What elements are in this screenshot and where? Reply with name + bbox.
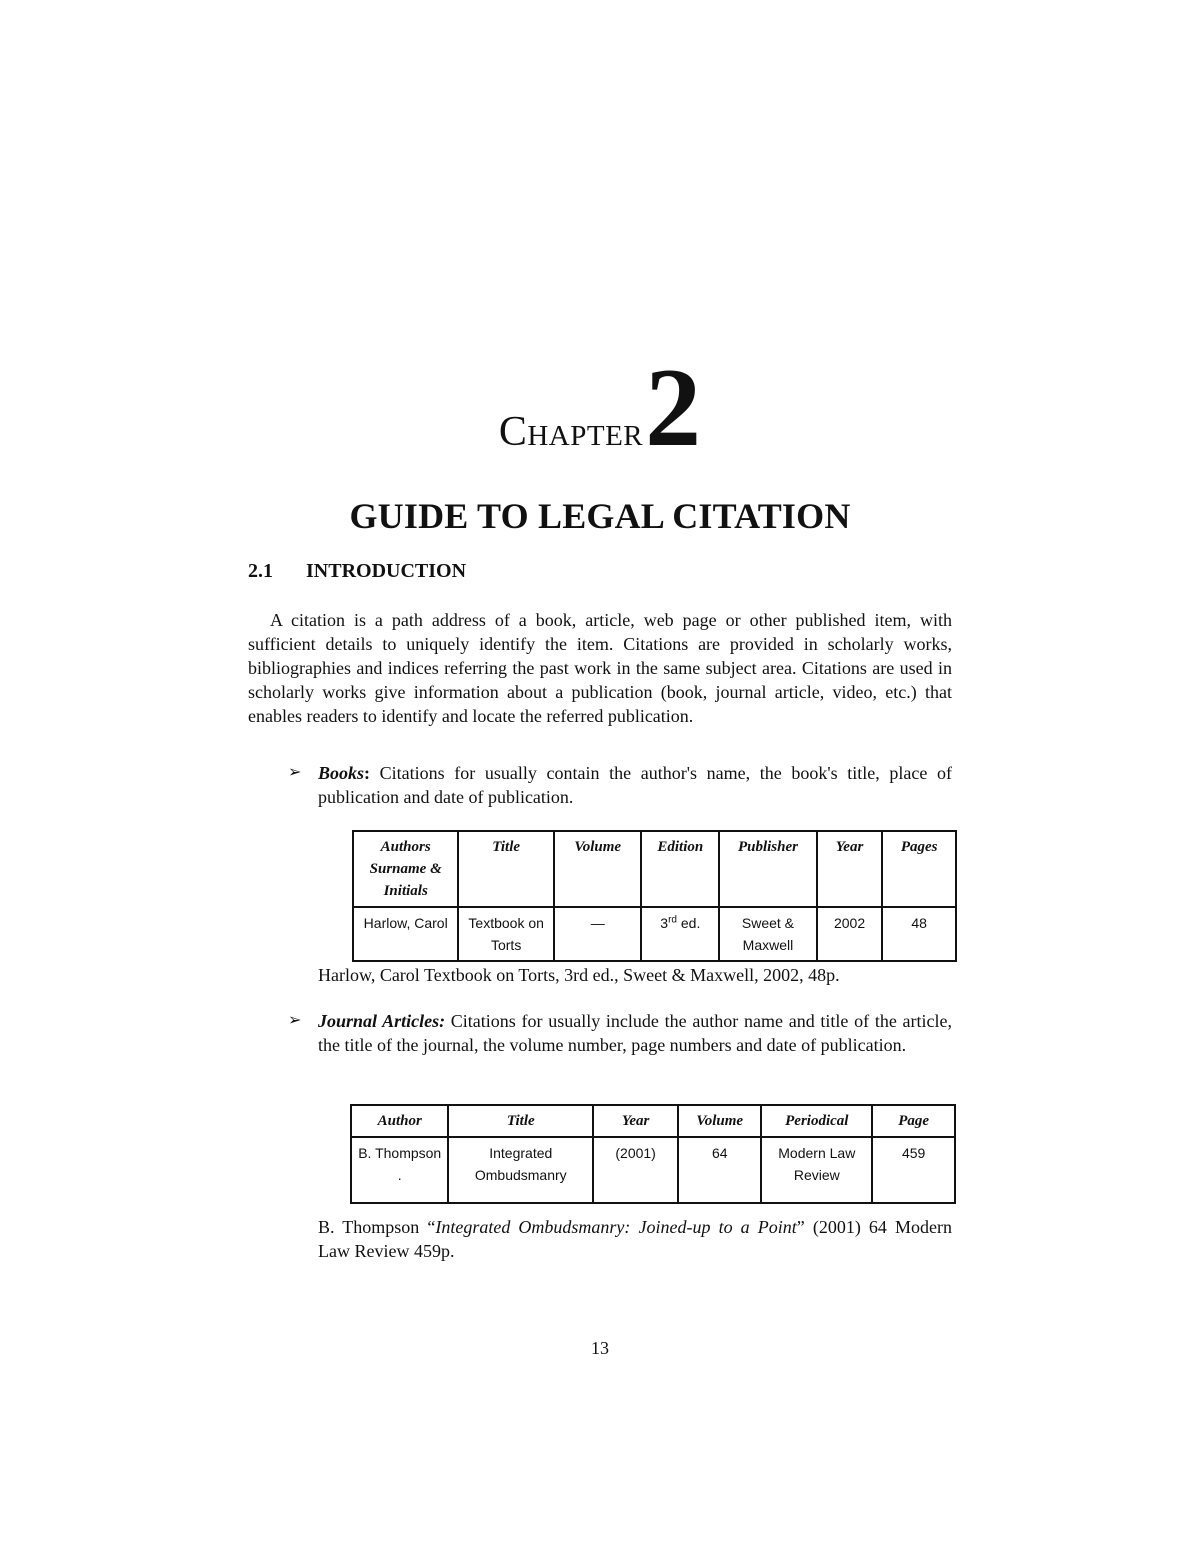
chapter-number: 2 [645,346,702,470]
table-row [353,907,956,961]
table-cell: — [554,907,642,961]
column-header: Pages [882,831,956,907]
table-cell [641,907,719,961]
journal-example-title: Integrated Ombudsmanry: Joined-up to a Point [435,1217,797,1237]
journal-citation-example [318,1215,952,1263]
column-header: Author [351,1105,448,1137]
books-citation-table [352,830,957,962]
journal-example-prefix: B. Thompson “ [318,1217,436,1237]
table-cell: Textbook on Torts [458,907,554,961]
books-label-colon: : [364,763,371,783]
journal-bullet [290,1009,952,1057]
column-header: Authors Surname & Initials [353,831,458,907]
arrow-bullet-icon: ➢ [288,1012,302,1029]
journal-description: Citations for usually include the author name and title of the article, the title of the journal, the volume number, page numbers and date of publication. [318,1011,952,1055]
edition-superscript: rd [668,914,677,926]
chapter-heading [0,346,1200,470]
books-citation-example: Harlow, Carol Textbook on Torts, 3rd ed., Sweet & Maxwell, 2002, 48p. [318,965,840,985]
chapter-word: Chapter [498,409,644,455]
table-cell: (2001) [593,1137,678,1203]
journal-example-suffix: ” (2001) 64 Modern Law Review 459p. [318,1217,953,1261]
column-header: Publisher [719,831,817,907]
books-description: Citations for usually contain the author's name, the book's title, place of publication and date of publication. [318,763,952,807]
table-row [351,1137,955,1203]
column-header: Year [593,1105,678,1137]
table-header-row [351,1105,955,1137]
column-header: Edition [641,831,719,907]
column-header: Title [448,1105,593,1137]
table-cell [351,1137,448,1203]
column-header: Periodical [761,1105,872,1137]
author-name: B. Thompson [358,1145,442,1161]
author-trailing-dot: . [397,1167,402,1183]
column-header: Volume [678,1105,761,1137]
edition-number: 3 [660,915,669,931]
intro-paragraph: A citation is a path address of a book, article, web page or other published item, with sufficient details to uniquely identify the item. Citations are provided in scholarly works, bibliographies and indices referring the past work in the same subject area. Citations are used in scholarly works give information about a publication (book, journal article, video, etc.) that enables readers to identify and locate the referred publication. [248,610,952,726]
table-cell: Modern Law Review [761,1137,872,1203]
arrow-bullet-icon: ➢ [288,764,302,781]
column-header: Year [817,831,883,907]
column-header: Title [458,831,554,907]
books-bullet [290,761,952,809]
section-title: INTRODUCTION [306,560,467,582]
section-number: 2.1 [248,560,273,582]
table-header-row [353,831,956,907]
table-cell: Integrated Ombudsmanry [448,1137,593,1203]
column-header: Page [872,1105,955,1137]
table-cell: 459 [872,1137,955,1203]
journal-citation-table [350,1104,956,1204]
table-cell: 64 [678,1137,761,1203]
section-heading [248,560,466,583]
edition-suffix: ed. [676,915,701,931]
journal-label: Journal Articles: [318,1011,446,1031]
table-cell: Harlow, Carol [353,907,458,961]
books-label: Books [318,763,365,783]
journal-bullet-text [318,1009,952,1057]
chapter-title: GUIDE TO LEGAL CITATION [349,496,851,536]
page-number: 13 [591,1338,609,1358]
books-bullet-text [318,761,952,809]
column-header: Volume [554,831,642,907]
table-cell: Sweet & Maxwell [719,907,817,961]
table-cell: 48 [882,907,956,961]
table-cell: 2002 [817,907,883,961]
